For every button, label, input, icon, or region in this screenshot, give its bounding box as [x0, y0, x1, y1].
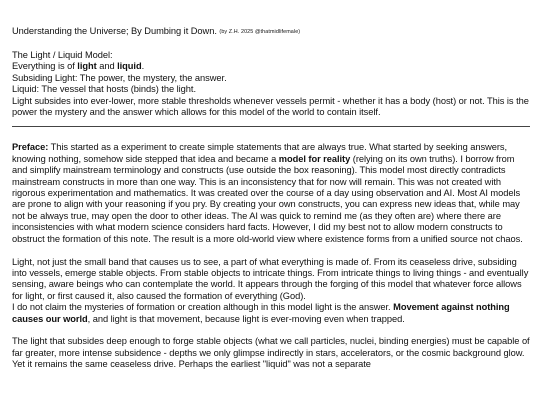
subsidence-paragraph: The light that subsides deep enough to forge stable objects (what we call particles, nuclei, binding energies) must be capable of far greater, more intense subsidence - depths we only glimpse indirectly in stars, accelerators, or the cosmic background glow. Yet it remains the same ceaseless drive. Perhaps the earliest "liquid" was not a separate [12, 336, 530, 370]
model-heading: The Light / Liquid Model: [12, 49, 113, 60]
spacer [12, 245, 532, 257]
model-line-liquid: Liquid: The vessel that hosts (binds) the light. [12, 84, 196, 95]
document-title: Understanding the Universe; By Dumbing it Down. [12, 26, 217, 36]
light-paragraph-text: , and light is that movement, because light is ever-moving even when trapped. [87, 313, 405, 324]
light-paragraph-bold-phrase: Movement against nothing causes our world [12, 302, 510, 324]
model-line-subsiding-light: Subsiding Light: The power, the mystery, the answer. [12, 72, 227, 83]
preface-label: Preface: [12, 142, 49, 153]
model-term-light: light [77, 61, 97, 72]
light-paragraph [12, 257, 532, 325]
preface-bold-phrase: model for reality [278, 153, 351, 164]
document-title-line [12, 26, 532, 38]
model-line-text: Everything is of [12, 61, 78, 72]
model-line-text: and [96, 61, 118, 72]
light-paragraph-text: I do not claim the mysteries of formation or creation although in this model light is the answer. [12, 302, 394, 313]
horizontal-divider [12, 126, 530, 127]
divider-wrap [12, 118, 532, 133]
light-paragraph-text: Light, not just the small band that causes us to see, a part of what everything is made of. From its ceaseless drive, subsiding into vessels, emerge stable objects. From stable objects to intricate things. From intricate things to living things - and eventually sensing, aware beings who can contemplate the world. It appears through the forging of this model that whatever force allows for light, or first caused it, also caused the formation of everything (God). [12, 256, 529, 301]
model-line-everything [12, 61, 532, 72]
preface-text: (relying on its own truths). I borrow from and simplify mainstream terminology and constructs (use outside the box reasoning). This model most directly contradicts mainstream constructs in more than one way. This is an inconsistency that for now will remain. This was not created with rigorous experimentation and mathematics. It was created over the course of a day using observation and AI. Most AI models are prone to align with your reasoning if you pry. By creating your own constructs, you can express new ideas that, while may not be always true, may open the door to other ideas. The AI was quick to remind me (as they often are) where there are inconsistencies with what modern science considers hard facts. However, I did my best not to allow modern constructs to obstruct the formation of this note. The result is a more old-world view where existence forms from a unified source not chaos. [12, 153, 523, 244]
model-line-thresholds: Light subsides into ever-lower, more stable thresholds whenever vessels permit - whether it has a body (host) or not. This is the power the mystery and the answer which allows for this model of the world to contain itself. [12, 95, 529, 117]
document-page [12, 26, 532, 371]
spacer [12, 38, 532, 50]
document-byline: (by Z.H. 2025 @thatmidlifemale) [219, 29, 301, 35]
preface-text: This started as a experiment to create simple statements that are always true. What started by seeking answers, knowing nothing, somehow side stepped that idea and became a [12, 142, 508, 164]
preface-paragraph [12, 142, 532, 245]
spacer [12, 325, 532, 337]
spacer [12, 133, 532, 142]
model-term-liquid: liquid [117, 61, 142, 72]
model-line-text: . [141, 61, 145, 72]
model-section [12, 50, 532, 118]
